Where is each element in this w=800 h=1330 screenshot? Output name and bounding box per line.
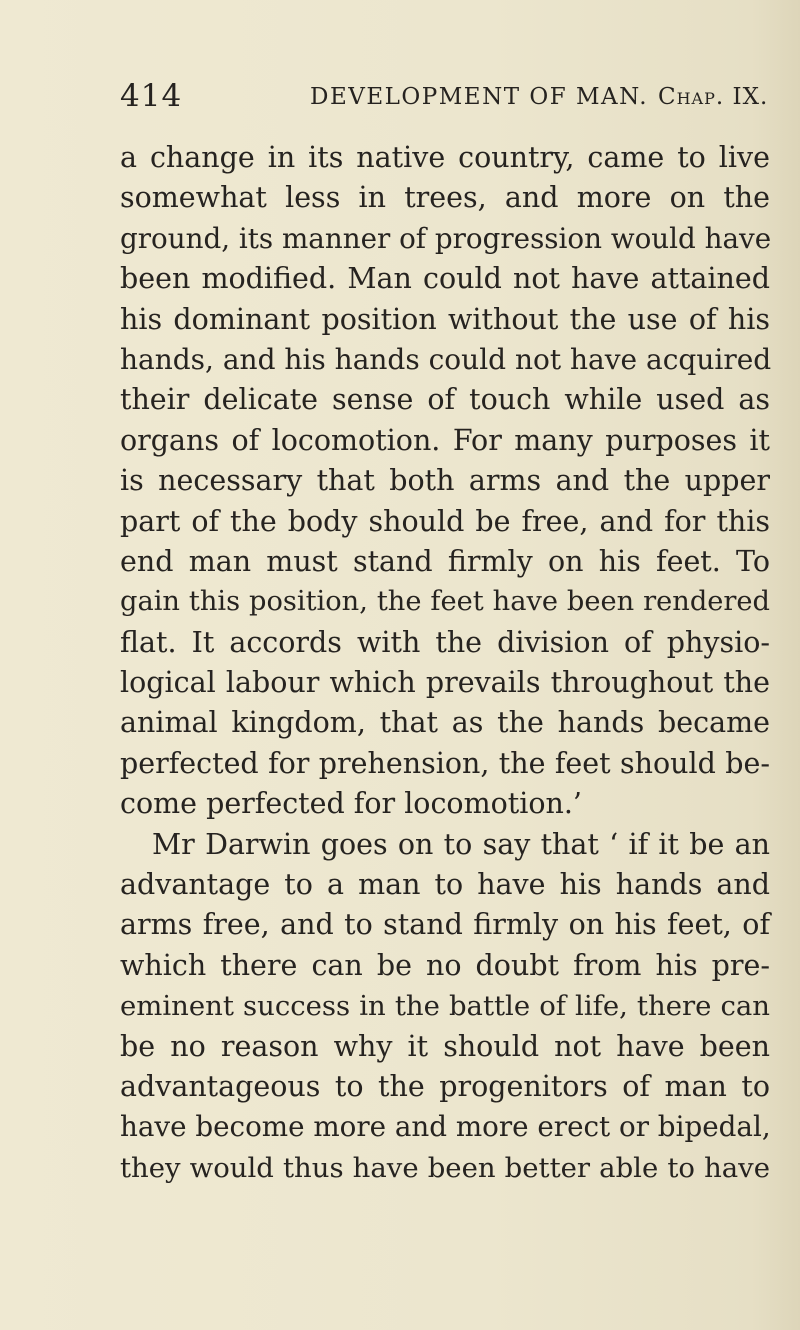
running-title: DEVELOPMENT OF MAN.	[310, 84, 649, 110]
text-line: they would thus have been better able to have	[120, 1151, 770, 1184]
text-line: flat. It accords with the division of physio-	[120, 625, 770, 659]
text-line: be no reason why it should not have been	[120, 1029, 770, 1063]
body-text	[120, 138, 770, 1188]
page-number: 414	[120, 78, 183, 114]
text-line: eminent success in the battle of life, there can	[120, 990, 770, 1023]
text-line: which there can be no doubt from his pre-	[120, 948, 770, 982]
text-line: animal kingdom, that as the hands became	[120, 706, 770, 740]
text-line: have become more and more erect or bipedal,	[120, 1110, 771, 1144]
text-line: somewhat less in trees, and more on the	[120, 181, 770, 215]
text-line: gain this position, the feet have been rendered	[120, 586, 770, 618]
text-line: part of the body should be free, and for this	[120, 504, 770, 538]
text-line: organs of locomotion. For many purposes it	[120, 423, 770, 457]
chapter-label: Chap. IX.	[658, 84, 769, 110]
text-line: been modified. Man could not have attained	[120, 262, 770, 296]
text-line: arms free, and to stand firmly on his feet, of	[120, 908, 770, 942]
running-header	[120, 78, 770, 118]
text-line: logical labour which prevails throughout the	[120, 666, 770, 700]
text-line: perfected for prehension, the feet should be-	[120, 746, 770, 780]
text-line: advantageous to the progenitors of man to	[120, 1069, 770, 1103]
text-line: his dominant position without the use of his	[120, 302, 770, 336]
text-line: hands, and his hands could not have acquired	[120, 342, 772, 376]
text-line: come perfected for locomotion.’	[120, 787, 582, 821]
text-line: their delicate sense of touch while used as	[120, 383, 770, 417]
text-line: is necessary that both arms and the upper	[120, 464, 770, 498]
text-line: end man must stand firmly on his feet. To	[120, 544, 770, 578]
text-line: a change in its native country, came to live	[120, 141, 770, 174]
text-line: advantage to a man to have his hands and	[120, 868, 770, 902]
text-line: ground, its manner of progression would have	[120, 221, 772, 255]
text-line: Mr Darwin goes on to say that ‘ if it be an	[152, 827, 770, 861]
